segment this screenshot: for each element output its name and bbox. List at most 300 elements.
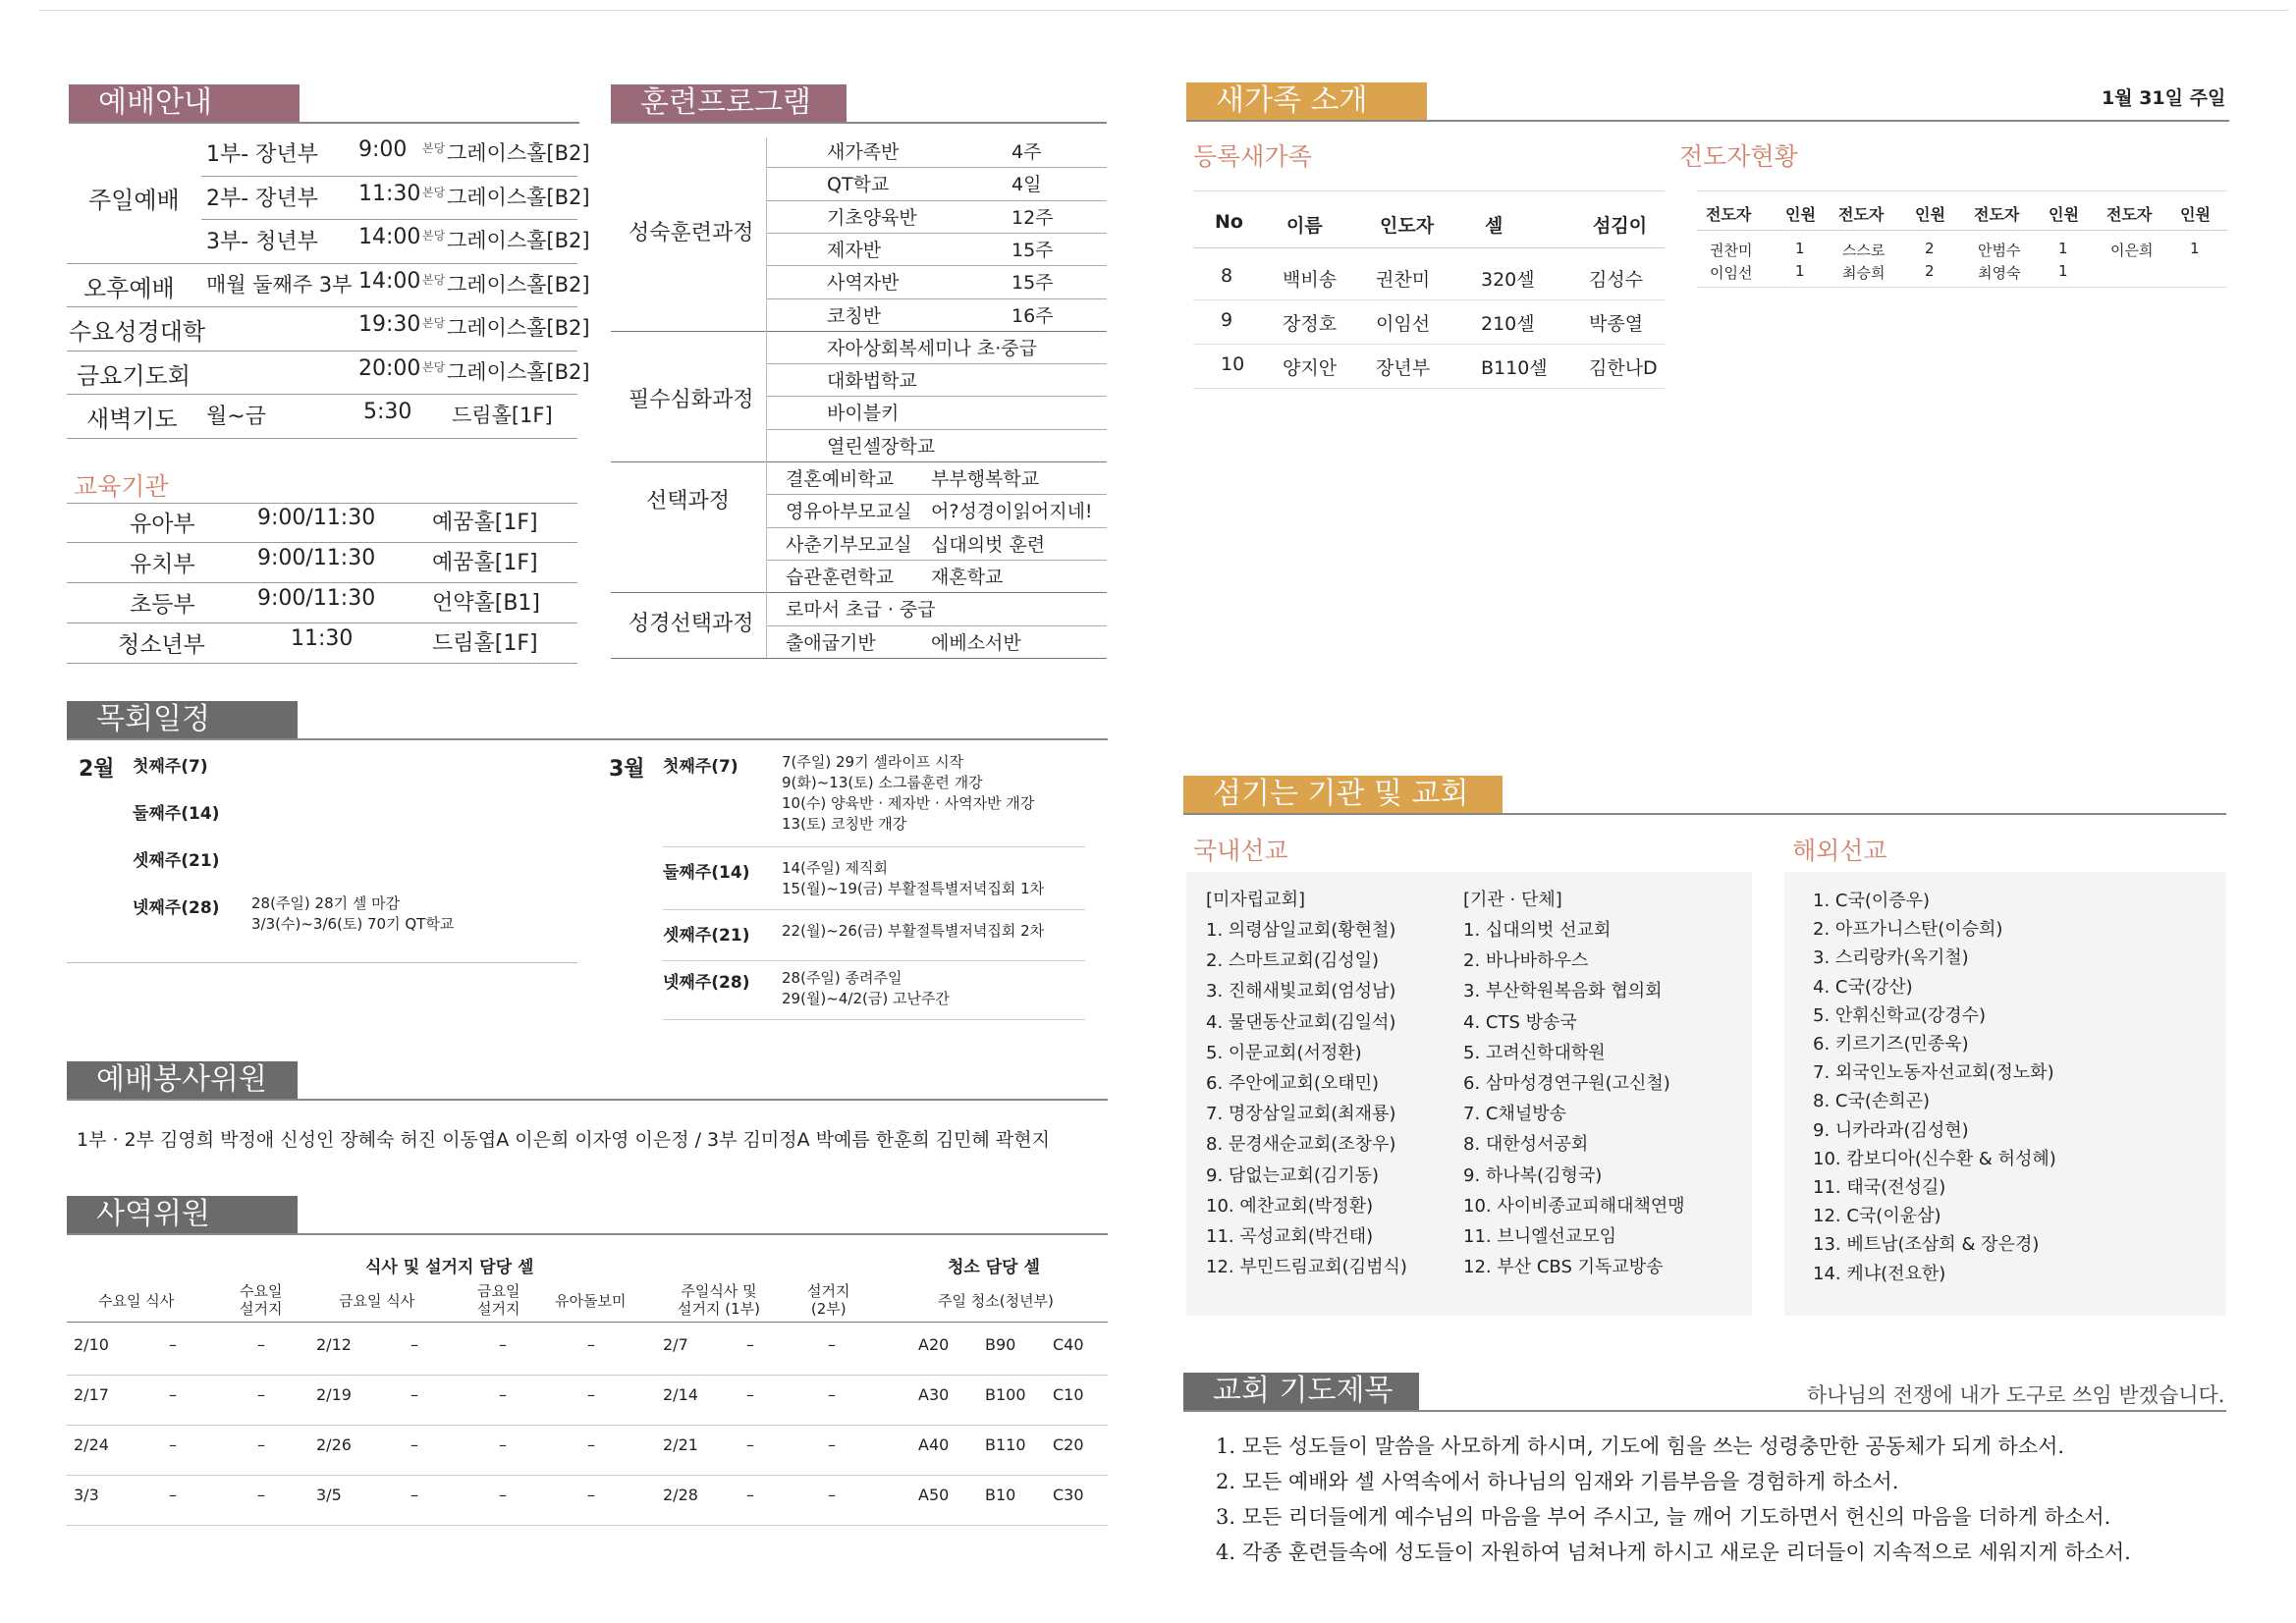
worship-time: 9:00 [358, 137, 408, 162]
training-item: 재혼학교 [931, 566, 1004, 588]
domestic-organization: 4. CTS 방송국 [1463, 1011, 1577, 1033]
training-weeks: 16주 [1011, 304, 1054, 327]
ministry-cell: C30 [1053, 1486, 1084, 1504]
education-top-line [67, 503, 577, 504]
newfamily-cell: 이임선 [1376, 313, 1431, 335]
training-row-line [766, 527, 1107, 528]
ministry-cell: 2/19 [316, 1385, 352, 1404]
training-group-name: 성숙훈련과정 [629, 221, 754, 245]
worship-place: 그레이스홀[B2] [447, 316, 590, 340]
worship-row-line [67, 306, 577, 307]
overseas-mission: 6. 키르기즈(민종욱) [1813, 1034, 1969, 1055]
training-col-line [766, 137, 767, 658]
evangelist-header: 전도자 [1706, 205, 1752, 224]
evangelist-header: 인원 [2049, 205, 2079, 224]
prayer-item: 3. 모든 리더들에게 예수님의 마음을 부어 주시고, 늘 깨어 기도하면서 헌신의 마음을 더하게 하소서. [1216, 1505, 2111, 1529]
training-item: 로마서 초급 · 중급 [786, 599, 936, 622]
worship-time: 14:00 [358, 268, 421, 294]
training-group-line [611, 592, 1107, 593]
worship-label: 새벽기도 [86, 406, 178, 433]
overseas-mission: 13. 베트남(조삼희 & 장은경) [1813, 1234, 2040, 1256]
ministry-cell: B110 [985, 1435, 1026, 1454]
ministry-cell: C40 [1053, 1335, 1084, 1354]
evangelist-cell: 권찬미 [1710, 242, 1753, 259]
training-weeks: 4일 [1011, 174, 1042, 196]
ministry-col-header: 수요일 설거지 [240, 1282, 283, 1318]
schedule-week: 둘째주(14) [133, 804, 220, 824]
overseas-subtitle: 해외선교 [1792, 837, 1887, 865]
newfamily-cell: 권찬미 [1376, 269, 1431, 291]
ministry-cell: – [746, 1486, 754, 1504]
schedule-week: 넷째주(28) [663, 973, 750, 993]
newfamily-cell: 9 [1221, 309, 1233, 331]
section-rule [67, 1099, 1108, 1101]
schedule-note: 28(주일) 종려주일 [782, 969, 902, 987]
domestic-organization: 2. 바나바하우스 [1463, 950, 1589, 972]
overseas-mission: 4. C국(강산) [1813, 976, 1913, 998]
ministry-cell: A50 [918, 1486, 950, 1504]
section-rule [67, 1233, 1108, 1235]
training-row-line [766, 265, 1107, 266]
worship-time: 11:30 [358, 181, 421, 206]
newfamily-header: 섬김이 [1593, 215, 1648, 237]
ministry-col-header: 주일 청소(청년부) [938, 1292, 1054, 1310]
ministry-col-header: 유아돌보미 [555, 1292, 627, 1310]
schedule-week: 넷째주(28) [133, 898, 220, 918]
ministry-cell: – [587, 1435, 595, 1454]
newfamily-cell: 장정호 [1283, 313, 1338, 335]
training-row-line [766, 363, 1107, 364]
worship-place-prefix: 본당 [422, 316, 446, 330]
ministry-cell: – [257, 1385, 265, 1404]
ministry-cell: – [410, 1385, 418, 1404]
ministry-cell: – [169, 1335, 177, 1354]
training-item: 사역자반 [827, 272, 900, 295]
newfamily-row-line [1193, 344, 1665, 345]
evangelist-cell: 최승희 [1842, 264, 1886, 282]
worship-row-line [67, 263, 577, 264]
evangelist-cell: 스스로 [1842, 242, 1886, 259]
training-item: 코칭반 [827, 304, 882, 327]
worship-time: 14:00 [358, 225, 421, 249]
ministry-header-meals: 식사 및 설거지 담당 셀 [365, 1258, 534, 1277]
ministry-cell: 2/26 [316, 1435, 352, 1454]
training-row-line [766, 560, 1107, 561]
ministry-cell: – [410, 1335, 418, 1354]
newfamily-cell: 양지안 [1283, 357, 1338, 379]
newfamily-cell: 장년부 [1376, 357, 1431, 379]
ministry-cell: 2/24 [74, 1435, 109, 1454]
evangelist-cell: 이은희 [2110, 242, 2154, 259]
training-weeks: 4주 [1011, 141, 1042, 163]
domestic-organization: 3. 부산학원복음화 협의회 [1463, 981, 1663, 1002]
worship-place: 그레이스홀[B2] [447, 185, 590, 209]
support-col1-title: [미자립교회] [1206, 890, 1305, 910]
training-weeks: 15주 [1011, 272, 1054, 295]
domestic-church: 5. 이문교회(서정환) [1206, 1042, 1362, 1063]
training-row-line [766, 200, 1107, 201]
worship-sub: 1부- 장년부 [206, 142, 318, 167]
ministry-header-line [67, 1322, 1108, 1323]
schedule-note: 9(화)~13(토) 소그룹훈련 개강 [782, 774, 983, 791]
domestic-organization: 5. 고려신학대학원 [1463, 1042, 1606, 1063]
ministry-cell: 2/12 [316, 1335, 352, 1354]
newfamily-top-line [1193, 190, 1665, 191]
training-row-line [766, 167, 1107, 168]
training-row-line [766, 233, 1107, 234]
newfamily-cell: 10 [1221, 353, 1245, 375]
ministry-col-header: 금요일 식사 [339, 1292, 415, 1310]
prayer-item: 4. 각종 훈련들속에 성도들이 자원하여 넘쳐나게 하시고 새로운 리더들이 지속적으로 세워지게 하소서. [1216, 1541, 2131, 1564]
training-row-line [766, 494, 1107, 495]
education-subtitle: 교육기관 [74, 472, 169, 501]
newfamily-header: No [1215, 211, 1243, 233]
prayer-item: 1. 모든 성도들이 말씀을 사모하게 하시며, 기도에 힘을 쓰는 성령충만한 공동체가 되게 하소서. [1216, 1434, 2065, 1458]
worship-place-prefix: 본당 [422, 185, 446, 199]
evangelist-header: 전도자 [1974, 205, 2020, 224]
section-title-servers: 예배봉사위원 [67, 1061, 298, 1099]
ministry-cell: – [499, 1335, 507, 1354]
domestic-organization: 1. 십대의벗 선교회 [1463, 920, 1612, 941]
overseas-mission: 10. 캄보디아(신수환 & 허성혜) [1813, 1148, 2056, 1169]
overseas-mission: 11. 태국(전성길) [1813, 1177, 1946, 1198]
schedule-feb-line [67, 962, 577, 963]
domestic-church: 10. 예찬교회(박정환) [1206, 1195, 1374, 1217]
education-place: 언약홀[B1] [432, 591, 541, 616]
ministry-cell: – [828, 1335, 836, 1354]
schedule-row-line [663, 960, 1085, 961]
worship-place: 그레이스홀[B2] [447, 141, 590, 165]
ministry-cell: A40 [918, 1435, 950, 1454]
evangelist-header-line [1697, 230, 2227, 231]
education-place: 예꿈홀[1F] [432, 511, 538, 535]
newfamily-cell: 김한나D [1589, 357, 1658, 379]
education-name: 청소년부 [118, 632, 205, 658]
evangelist-cell: 1 [2190, 240, 2200, 257]
ministry-cell: – [828, 1486, 836, 1504]
training-group-name: 선택과정 [646, 489, 731, 514]
education-place: 드림홀[1F] [432, 631, 538, 656]
worship-row-line [67, 438, 577, 439]
schedule-note: 13(토) 코칭반 개강 [782, 815, 907, 833]
education-row-line [67, 622, 577, 623]
training-group-name: 필수심화과정 [629, 387, 754, 412]
training-item: 출애굽기반 [786, 631, 876, 654]
newfamily-cell: B110셀 [1481, 357, 1548, 379]
schedule-row-line [663, 909, 1085, 910]
evangelist-cell: 1 [2058, 240, 2068, 257]
ministry-row-line [67, 1475, 1108, 1476]
schedule-note: 15(월)~19(금) 부활절특별저녁집회 1차 [782, 880, 1045, 897]
training-group-line [611, 658, 1107, 659]
education-time: 9:00/11:30 [257, 586, 376, 611]
ministry-cell: – [499, 1435, 507, 1454]
education-time: 9:00/11:30 [257, 546, 376, 570]
education-name: 유아부 [130, 512, 195, 537]
training-item: 사춘기부모교실 [786, 533, 912, 556]
training-item: 기초양육반 [827, 206, 917, 229]
newfamily-header: 셀 [1485, 215, 1503, 237]
evangelist-header: 인원 [1915, 205, 1945, 224]
worship-row-line [67, 394, 577, 395]
ministry-col-header: 수요일 식사 [98, 1292, 175, 1310]
ministry-cell: B10 [985, 1486, 1016, 1504]
worship-place: 그레이스홀[B2] [447, 229, 590, 252]
ministry-cell: – [257, 1486, 265, 1504]
training-weeks: 15주 [1011, 239, 1054, 261]
training-item: 습관훈련학교 [786, 566, 895, 588]
ministry-cell: – [587, 1385, 595, 1404]
evangelist-cell: 최영숙 [1978, 264, 2021, 282]
ministry-cell: – [257, 1435, 265, 1454]
section-rule [1183, 813, 2226, 815]
ministry-cell: – [410, 1435, 418, 1454]
training-row-line [766, 429, 1107, 430]
evangelist-cell: 1 [2058, 262, 2068, 280]
ministry-cell: B100 [985, 1385, 1026, 1404]
evangelist-cell: 2 [1925, 262, 1935, 280]
ministry-cell: – [499, 1385, 507, 1404]
prayer-item: 2. 모든 예배와 셀 사역속에서 하나님의 임재와 기름부음을 경험하게 하소서. [1216, 1470, 1899, 1493]
training-item: 제자반 [827, 239, 882, 261]
section-title-support: 섬기는 기관 및 교회 [1183, 776, 1503, 813]
training-group-line [611, 461, 1107, 462]
newfamily-cell: 320셀 [1481, 269, 1535, 291]
worship-sub: 2부- 장년부 [206, 186, 318, 211]
worship-row-line [201, 176, 577, 177]
section-rule [69, 122, 579, 124]
section-title-training: 훈련프로그램 [611, 84, 847, 122]
ministry-cell: 2/28 [663, 1486, 698, 1504]
ministry-cell: – [169, 1486, 177, 1504]
evangelist-header: 전도자 [1838, 205, 1885, 224]
ministry-cell: 2/21 [663, 1435, 698, 1454]
schedule-week: 첫째주(7) [133, 757, 208, 777]
evangelist-cell: 이임선 [1710, 264, 1753, 282]
worship-label: 주일예배 [88, 186, 180, 214]
evangelist-top-line [1697, 190, 2227, 191]
domestic-church: 2. 스마트교회(김성일) [1206, 950, 1380, 972]
ministry-col-header: 주일식사 및 설거지 (1부) [678, 1282, 760, 1318]
ministry-cell: – [587, 1486, 595, 1504]
ministry-cell: 2/7 [663, 1335, 688, 1354]
domestic-organization: 8. 대한성서공회 [1463, 1134, 1589, 1156]
evangelist-header: 인원 [1785, 205, 1816, 224]
section-rule [67, 738, 1108, 740]
worship-place: 드림홀[1F] [452, 404, 553, 427]
section-title-newfamily: 새가족 소개 [1186, 82, 1427, 120]
schedule-month-mar: 3월 [609, 757, 645, 782]
training-item: 영유아부모교실 [786, 501, 912, 523]
servers-list: 1부 · 2부 김영희 박정애 신성인 장혜숙 허진 이동엽A 이은희 이자영 이은정 / 3부 김미정A 박예름 한훈희 김민혜 곽현지 [77, 1129, 1050, 1151]
domestic-church: 9. 담없는교회(김기동) [1206, 1164, 1380, 1186]
schedule-note: 14(주일) 제직회 [782, 859, 889, 877]
worship-place-prefix: 본당 [422, 359, 446, 374]
evangelist-header: 인원 [2180, 205, 2211, 224]
ministry-row-line [67, 1525, 1108, 1526]
ministry-row-line [67, 1375, 1108, 1376]
newfamily-cell: 김성수 [1589, 269, 1644, 291]
training-row-line [766, 396, 1107, 397]
evangelist-cell: 2 [1925, 240, 1935, 257]
newfamily-header: 인도자 [1380, 215, 1435, 237]
schedule-note: 7(주일) 29기 셀라이프 시작 [782, 753, 964, 771]
ministry-cell: – [499, 1486, 507, 1504]
worship-place-prefix: 본당 [422, 141, 446, 155]
education-time: 11:30 [291, 626, 354, 651]
newfamily-cell: 8 [1221, 265, 1233, 287]
schedule-week: 셋째주(21) [663, 926, 750, 946]
training-item: 대화법학교 [827, 370, 917, 393]
section-title-worship: 예배안내 [69, 84, 300, 122]
schedule-note: 10(수) 양육반 · 제자반 · 사역자반 개강 [782, 794, 1035, 812]
domestic-organization: 12. 부산 CBS 기독교방송 [1463, 1257, 1664, 1278]
newfamily-row-line [1193, 388, 1665, 389]
overseas-mission: 1. C국(이증우) [1813, 891, 1931, 911]
newfamily-cell: 박종열 [1589, 313, 1644, 335]
overseas-mission: 3. 스리랑카(옥기철) [1813, 947, 1969, 969]
schedule-week: 셋째주(21) [133, 851, 220, 871]
overseas-mission: 8. C국(손희곤) [1813, 1091, 1931, 1112]
top-rule [39, 10, 2288, 11]
domestic-organization: 10. 사이비종교피해대책연맹 [1463, 1195, 1685, 1217]
section-rule [1183, 1410, 2226, 1412]
section-rule [611, 122, 1107, 124]
overseas-mission: 12. C국(이윤삼) [1813, 1206, 1941, 1227]
education-row-line [67, 663, 577, 664]
evangelist-cell: 1 [1795, 262, 1805, 280]
newfamily-cell: 210셀 [1481, 313, 1535, 335]
schedule-row-line [663, 846, 1085, 847]
newfamily-cell: 백비송 [1283, 269, 1338, 291]
ministry-cell: A20 [918, 1335, 950, 1354]
worship-place: 그레이스홀[B2] [447, 272, 590, 297]
ministry-cell: – [257, 1335, 265, 1354]
domestic-church: 3. 진해새빛교회(엄성남) [1206, 981, 1396, 1002]
domestic-church: 6. 주안에교회(오태민) [1206, 1073, 1380, 1094]
ministry-cell: – [169, 1435, 177, 1454]
domestic-church: 8. 문경새순교회(조창우) [1206, 1134, 1396, 1156]
schedule-note: 29(월)~4/2(금) 고난주간 [782, 990, 950, 1007]
training-row-line [766, 625, 1107, 626]
training-item: 에베소서반 [931, 631, 1021, 654]
education-time: 9:00/11:30 [257, 506, 376, 530]
worship-sub: 매월 둘째주 3부 [206, 272, 353, 297]
schedule-note: 28(주일) 28기 셀 마감 [251, 894, 401, 912]
worship-label: 오후예배 [83, 274, 175, 302]
evangelist-cell: 1 [1795, 240, 1805, 257]
ministry-cell: – [410, 1486, 418, 1504]
worship-sub: 월~금 [206, 405, 266, 429]
education-row-line [67, 582, 577, 583]
education-place: 예꿈홀[1F] [432, 551, 538, 575]
ministry-cell: – [828, 1435, 836, 1454]
domestic-church: 1. 의령삼일교회(황현철) [1206, 920, 1396, 941]
ministry-col-header: 금요일 설거지 [477, 1282, 520, 1318]
ministry-cell: B90 [985, 1335, 1016, 1354]
training-item: QT학교 [827, 174, 890, 196]
ministry-cell: 3/3 [74, 1486, 99, 1504]
worship-sub: 3부- 청년부 [206, 230, 318, 254]
domestic-church: 12. 부민드림교회(김범식) [1206, 1257, 1407, 1278]
worship-label: 수요성경대학 [69, 318, 206, 346]
overseas-mission: 9. 니카라과(김성현) [1813, 1119, 1969, 1141]
ministry-row-line [67, 1425, 1108, 1426]
schedule-row-line [663, 1019, 1085, 1020]
worship-place-prefix: 본당 [422, 272, 446, 287]
evangelist-header: 전도자 [2106, 205, 2153, 224]
evangelist-subtitle: 전도자현황 [1679, 142, 1798, 171]
training-weeks: 12주 [1011, 206, 1054, 229]
newfamily-header: 이름 [1286, 215, 1323, 237]
training-item: 결혼예비학교 [786, 468, 895, 490]
registered-subtitle: 등록새가족 [1193, 142, 1312, 171]
overseas-mission: 2. 아프가니스탄(이승희) [1813, 919, 2003, 941]
ministry-cell: C10 [1053, 1385, 1084, 1404]
schedule-month-feb: 2월 [79, 757, 115, 782]
domestic-church: 7. 명장삼일교회(최재룡) [1206, 1104, 1396, 1125]
overseas-mission: 5. 안휘신학교(강경수) [1813, 1004, 1987, 1026]
training-row-line [766, 298, 1107, 299]
ministry-col-header: 설거지 (2부) [807, 1282, 850, 1318]
worship-place: 그레이스홀[B2] [447, 359, 590, 384]
newfamily-row-line [1193, 299, 1665, 300]
section-title-schedule: 목회일정 [67, 701, 298, 738]
training-item: 어?성경이읽어지네! [931, 501, 1093, 523]
domestic-church: 4. 물댄동산교회(김일석) [1206, 1011, 1396, 1033]
worship-place-prefix: 본당 [422, 229, 446, 243]
support-col2-title: [기관 · 단체] [1463, 890, 1562, 910]
worship-time: 5:30 [363, 400, 412, 424]
domestic-organization: 6. 삼마성경연구원(고신철) [1463, 1073, 1670, 1094]
ministry-cell: C20 [1053, 1435, 1084, 1454]
worship-row-line [201, 219, 577, 220]
worship-time: 19:30 [358, 312, 421, 337]
ministry-cell: – [587, 1335, 595, 1354]
ministry-cell: – [828, 1385, 836, 1404]
training-group-line [611, 331, 1107, 332]
prayer-motto: 하나님의 전쟁에 내가 도구로 쓰임 받겠습니다. [1807, 1383, 2225, 1407]
section-title-ministry: 사역위원 [67, 1196, 298, 1233]
ministry-cell: 3/5 [316, 1486, 342, 1504]
schedule-note: 22(월)~26(금) 부활절특별저녁집회 2차 [782, 922, 1045, 940]
overseas-mission: 14. 케냐(전요한) [1813, 1263, 1946, 1284]
worship-row-line [67, 351, 577, 352]
ministry-header-cleaning: 청소 담당 셀 [948, 1258, 1040, 1277]
training-item: 십대의벗 훈련 [931, 533, 1046, 556]
ministry-cell: 2/17 [74, 1385, 109, 1404]
ministry-cell: 2/10 [74, 1335, 109, 1354]
training-item: 새가족반 [827, 141, 900, 163]
overseas-mission: 7. 외국인노동자선교회(정노화) [1813, 1062, 2054, 1084]
ministry-cell: – [746, 1385, 754, 1404]
ministry-cell: – [746, 1435, 754, 1454]
ministry-cell: – [746, 1335, 754, 1354]
training-item: 열린셀장학교 [827, 435, 936, 458]
evangelist-bottom-line [1697, 287, 2227, 288]
training-item: 바이블키 [827, 403, 900, 425]
ministry-cell: – [169, 1385, 177, 1404]
section-rule [1186, 120, 2229, 122]
training-group-name: 성경선택과정 [629, 612, 754, 637]
domestic-church: 11. 곡성교회(박건태) [1206, 1226, 1374, 1247]
domestic-organization: 9. 하나복(김형국) [1463, 1164, 1603, 1186]
schedule-week: 둘째주(14) [663, 863, 750, 883]
training-item: 자아상회복세미나 초·중급 [827, 337, 1037, 359]
bulletin-date: 1월 31일 주일 [2102, 87, 2226, 109]
education-name: 초등부 [130, 592, 195, 618]
schedule-note: 3/3(수)~3/6(토) 70기 QT학교 [251, 915, 455, 933]
